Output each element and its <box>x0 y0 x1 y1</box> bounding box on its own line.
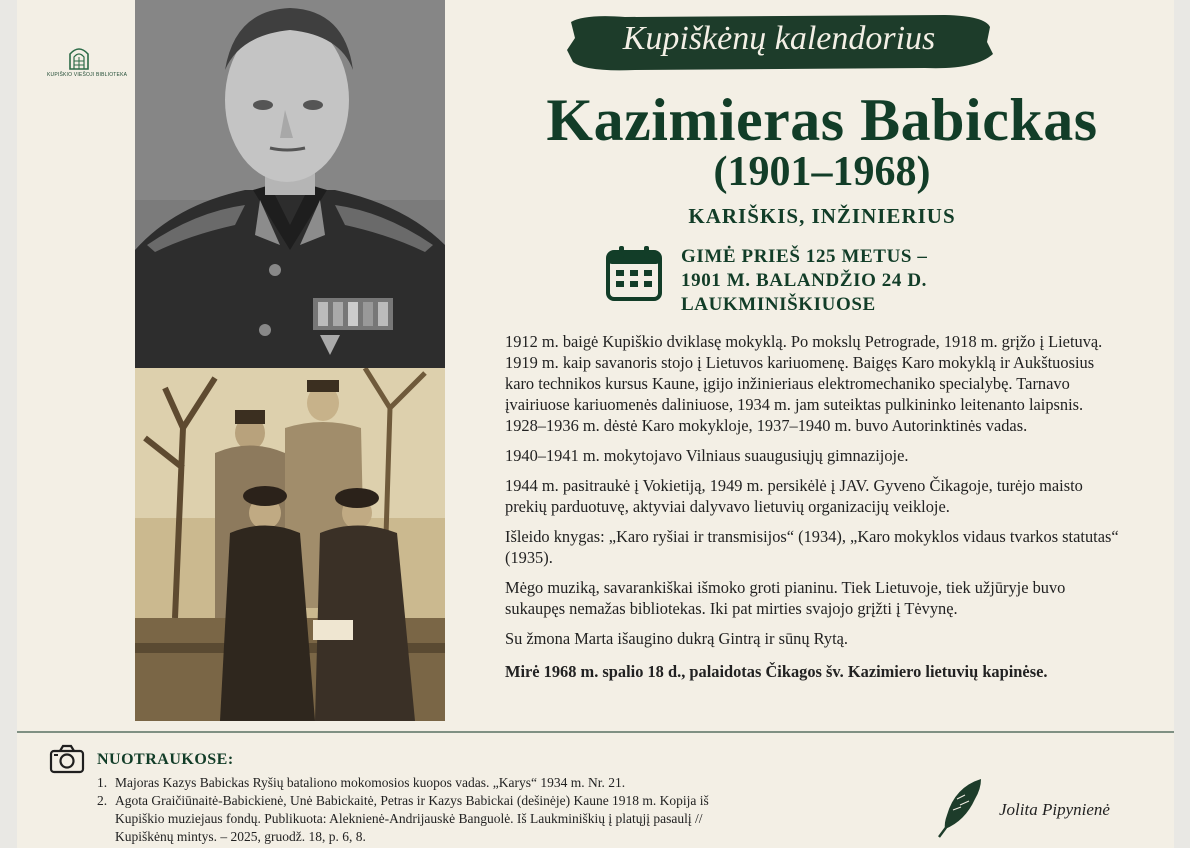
logo-text: KUPIŠKIO VIEŠOJI BIBLIOTEKA <box>47 72 128 78</box>
birth-info <box>681 245 1001 317</box>
feather-quill-icon <box>935 777 985 839</box>
person-profession: KARIŠKIS, INŽINIERIUS <box>688 204 956 228</box>
calendar-icon <box>605 244 663 302</box>
person-name: Kazimieras Babickas <box>546 87 1098 153</box>
bio-paragraph-1: 1912 m. baigė Kupiškio dviklasę mokyklą. Po mokslų Petrograde, 1918 m. grįžo į Lietuvą. 1919 m. kaip savanoris stojo į Lietuvos kariuomenę. Baigęs Karo mokyklą ir Aukštuosius karo technikos kursus Kaune, įgijo inžinieriaus elektromechaniko specialybę. Tarnavo įvairiuose kariuomenės daliniuose, 1934 m. jam suteiktas pulkininko leitenanto laipsnis. 1928–1936 m. dėstė Karo mokykloje, 1937–1940 m. buvo Autorinktinės vadas. <box>505 332 1103 435</box>
author-name: Jolita Pipynienė <box>999 800 1110 819</box>
library-logo <box>47 44 128 82</box>
bio-paragraph-5: Mėgo muziką, savarankiškai išmoko groti pianinu. Tiek Lietuvoje, tiek užjūryje buvo sukaupęs nemažas bibliotekas. Iki pat mirties svajojo grįžti į Tėvynę. <box>505 578 1066 618</box>
biography <box>505 331 1120 691</box>
bio-paragraph-6: Su žmona Marta išaugino dukrą Gintrą ir sūnų Rytą. <box>505 629 849 648</box>
birth-line-2: 1901 M. BALANDŽIO 24 D. <box>681 270 928 291</box>
caption-text: Majoras Kazys Babickas Ryšių bataliono mokomosios kuopos vadas. „Karys“ 1934 m. Nr. 21. <box>115 775 626 790</box>
camera-icon <box>49 744 85 774</box>
caption-item <box>97 792 737 846</box>
bio-paragraph-3: 1944 m. pasitraukė į Vokietiją, 1949 m. persikėlė į JAV. Gyveno Čikagoje, turėjo maisto prekių parduotuvę, aktyviai dalyvavo lietuvių organizacijų veikloje. <box>505 476 1083 516</box>
poster <box>17 0 1174 848</box>
death-info: Mirė 1968 m. spalio 18 d., palaidotas Čikagos šv. Kazimiero lietuvių kapinėse. <box>505 662 1048 681</box>
portrait-photo <box>135 0 445 368</box>
caption-number: 1. <box>97 775 108 790</box>
birth-line-1: GIMĖ PRIEŠ 125 METUS – <box>681 246 928 267</box>
caption-number: 2. <box>97 793 108 808</box>
photos-heading: NUOTRAUKOSE: <box>97 751 234 768</box>
library-building-icon <box>68 44 90 70</box>
family-photo <box>135 368 445 721</box>
caption-item <box>97 774 737 792</box>
bio-paragraph-2: 1940–1941 m. mokytojavo Vilniaus suaugusiųjų gimnazijoje. <box>505 446 909 465</box>
caption-text: Agota Graičiūnaitė-Babickienė, Unė Babickaitė, Petras ir Kazys Babickai (dešinėje) Kaune 1918 m. Kopija iš Kupiškio muziejaus fondų. Publikuota: Aleknienė-Andrijauskė Banguolė. Iš Laukminiškių į platųjį pasaulį // Kupiškėnų mintys. – 2025, gruodž. 18, p. 6, 8. <box>115 793 709 844</box>
banner-title: Kupiškėnų kalendorius <box>622 20 936 57</box>
photo-captions <box>97 774 737 846</box>
footer-divider <box>17 731 1174 733</box>
birth-line-3: LAUKMINIŠKIUOSE <box>681 294 876 315</box>
person-years: (1901–1968) <box>713 149 931 195</box>
calendar-banner <box>565 12 993 72</box>
bio-paragraph-4: Išleido knygas: „Karo ryšiai ir transmisijos“ (1934), „Karo mokyklos vidaus tvarkos statutas“ (1935). <box>505 527 1119 567</box>
